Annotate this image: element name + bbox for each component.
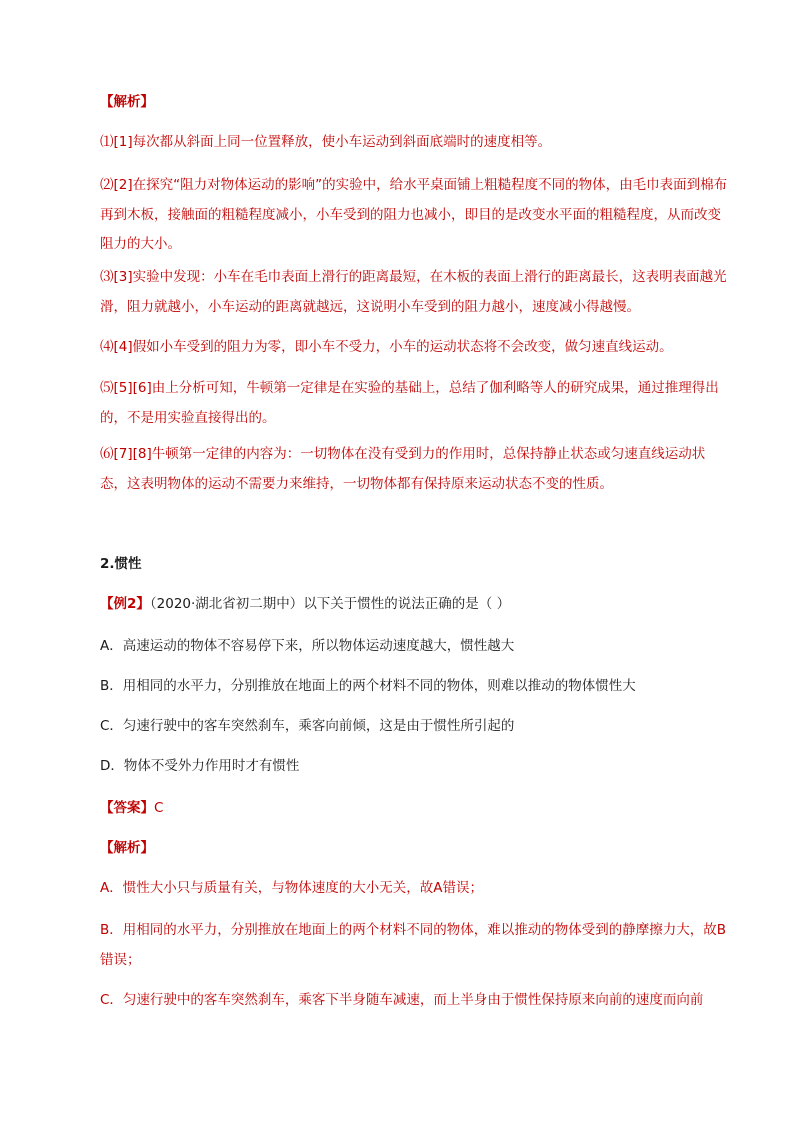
analysis-label: 【解析】 [100, 94, 154, 110]
analysis2-paragraph-c: C．匀速行驶中的客车突然刹车，乘客下半身随车减速，而上半身由于惯性保持原来向前的速度而向前 [100, 992, 704, 1008]
analysis-paragraph-1: ⑴[1]每次都从斜面上同一位置释放，使小车运动到斜面底端时的速度相等。 [100, 134, 552, 150]
analysis-paragraph-5: ⑸[5][6]由上分析可知，牛顿第一定律是在实验的基础上，总结了伽利略等人的研究成果，通过推理得出的，不是用实验直接得出的。 [100, 380, 719, 426]
answer-line: 【答案】C [100, 800, 164, 816]
analysis2-paragraph-b: B．用相同的水平力，分别推放在地面上的两个材料不同的物体，难以推动的物体受到的静摩擦力大，故B错误； [100, 922, 727, 968]
option-d: D．物体不受外力作用时才有惯性 [100, 758, 300, 774]
section-title: 2.惯性 [100, 556, 142, 572]
analysis-paragraph-6: ⑹[7][8]牛顿第一定律的内容为：一切物体在没有受到力的作用时，总保持静止状态或匀速直线运动状态，这表明物体的运动不需要力来维持，一切物体都有保持原来运动状态不变的性质。 [100, 446, 706, 492]
analysis-paragraph-4: ⑷[4]假如小车受到的阻力为零，即小车不受力，小车的运动状态将不会改变，做匀速直线运动。 [100, 339, 673, 355]
analysis-paragraph-3: ⑶[3]实验中发现：小车在毛巾表面上滑行的距离最短，在木板的表面上滑行的距离最长，这表明表面越光滑，阻力就越小，小车运动的距离就越远，这说明小车受到的阻力越小，速度减小得越慢。 [100, 269, 727, 315]
analysis-paragraph-2: ⑵[2]在探究“阻力对物体运动的影响”的实验中，给水平桌面铺上粗糙程度不同的物体，由毛巾表面到棉布再到木板，接触面的粗糙程度减小，小车受到的阻力也减小，即目的是改变水平面的粗糙程度，从而改变阻力的大小。 [100, 177, 728, 252]
example-question: 【例2】（2020·湖北省初二期中）以下关于惯性的说法正确的是（ ） [100, 596, 511, 612]
option-c: C．匀速行驶中的客车突然刹车，乘客向前倾，这是由于惯性所引起的 [100, 718, 515, 734]
option-b: B．用相同的水平力，分别推放在地面上的两个材料不同的物体，则难以推动的物体惯性大 [100, 678, 636, 694]
option-a: A．高速运动的物体不容易停下来，所以物体运动速度越大，惯性越大 [100, 638, 515, 654]
analysis-label-2: 【解析】 [100, 840, 154, 856]
analysis2-paragraph-a: A．惯性大小只与质量有关，与物体速度的大小无关，故A错误； [100, 880, 483, 896]
